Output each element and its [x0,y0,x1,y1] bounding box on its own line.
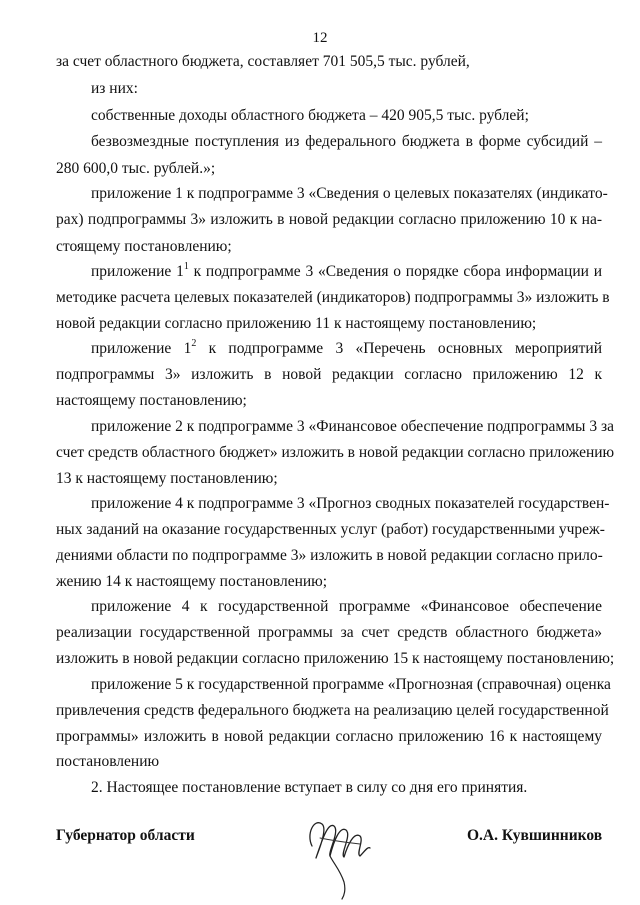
text-line: приложение 5 к государственной программе «Прогнозная (справочная) оценка [91,676,611,693]
text-line-with-superscript [91,263,602,281]
text-line: приложение 2 к подпрограмме 3 «Финансовое обеспечение подпрограммы 3 за [91,418,614,435]
signature-name: О.А. Кувшинников [467,827,603,844]
superscript: 2 [191,338,197,349]
text-line: программы» изложить в новой редакции согласно приложению 16 к настоящему [56,728,602,745]
text-line: изложить в новой редакции согласно приложению 15 к настоящему постановлению; [56,650,615,667]
page-number: 12 [312,30,328,46]
text-line: за счет областного бюджета, составляет 701 505,5 тыс. рублей, [56,53,470,70]
text-line: постановлению [56,753,160,770]
text-line: из них: [91,80,138,97]
text-line: стоящему постановлению; [56,238,232,255]
text-line: дениями области по подпрограмме 3» изложить в новой редакции согласно прило- [56,547,603,564]
text-line: 13 к настоящему постановлению; [56,470,278,487]
text-line: настоящему постановлению; [56,392,247,409]
text-line: 280 600,0 тыс. рублей.»; [56,160,216,177]
text-line-with-superscript [91,340,602,358]
text-line: новой редакции согласно приложению 11 к настоящему постановлению; [56,315,537,332]
text-fragment: к подпрограмме 3 «Сведения о порядке сбора информации и [188,263,602,280]
text-fragment: приложение 1 [91,263,184,280]
signature-title: Губернатор области [56,827,195,844]
text-line: собственные доходы областного бюджета – 420 905,5 тыс. рублей; [91,107,529,124]
text-line: ных заданий на оказание государственных услуг (работ) государственными учреж- [56,521,605,538]
text-line: безвозмездные поступления из федерального бюджета в форме субсидий – [91,133,602,150]
text-fragment: приложение 1 [91,340,192,357]
text-line: рах) подпрограммы 3» изложить в новой редакции согласно приложению 10 к на- [56,211,602,228]
text-line: приложение 1 к подпрограмме 3 «Сведения о целевых показателях (индикато- [91,185,608,202]
text-line: методике расчета целевых показателей (индикаторов) подпрограммы 3» изложить в [56,289,610,306]
text-line: приложение 4 к государственной программе «Финансовое обеспечение [91,598,602,615]
text-line: привлечения средств федерального бюджета на реализацию целей государственной [56,702,609,719]
text-line: приложение 4 к подпрограмме 3 «Прогноз сводных показателей государствен- [91,495,610,512]
text-fragment: к подпрограмме 3 «Перечень основных мероприятий [196,340,602,357]
superscript: 1 [183,261,189,272]
text-line: счет средств областного бюджет» изложить в новой редакции согласно приложению [56,444,615,461]
handwritten-signature [300,800,382,900]
text-line: подпрограммы 3» изложить в новой редакции согласно приложению 12 к [56,366,602,383]
text-line: 2. Настоящее постановление вступает в силу со дня его принятия. [91,779,528,796]
text-line: реализации государственной программы за счет средств областного бюджета» [56,624,602,641]
text-line: жению 14 к настоящему постановлению; [56,573,328,590]
